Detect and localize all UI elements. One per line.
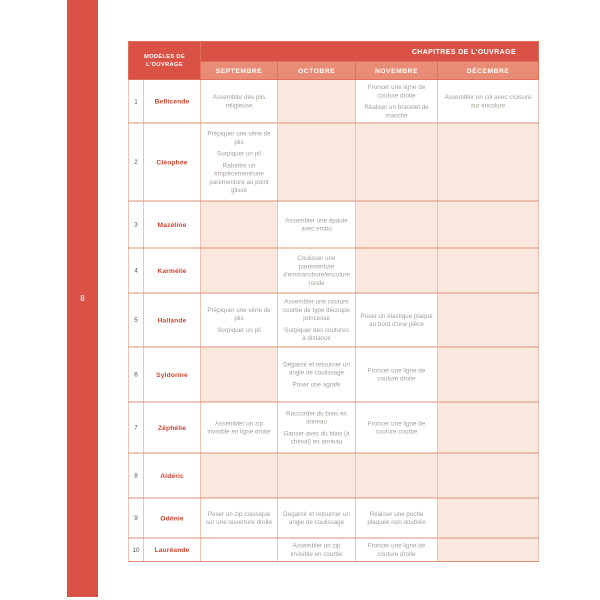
cell-octobre-row6	[278, 347, 356, 402]
cell-décembre-row10	[438, 538, 539, 562]
technique-text: Prépiquer une série de plis	[207, 130, 271, 146]
technique-text: Froncer une ligne de couture droite	[367, 83, 426, 99]
month-header-octobre: OCTOBRE	[278, 62, 356, 80]
month-header-novembre: NOVEMBRE	[356, 62, 438, 80]
month-header-septembre: SEPTEMBRE	[201, 62, 278, 80]
cell-novembre-row4	[356, 248, 438, 293]
technique-text: Assembler un zip invisible en courbe	[290, 542, 343, 558]
models-header-line2: L'OUVRAGE	[146, 61, 183, 68]
cell-novembre-row7	[356, 402, 438, 453]
table-row	[129, 123, 539, 201]
table-body	[129, 80, 539, 562]
cell-novembre-row9	[356, 498, 438, 538]
technique-text: Assembler des plis religieuse	[212, 93, 266, 109]
model-name: Karmélie	[144, 248, 201, 293]
cell-septembre-row9	[201, 498, 278, 538]
table-row	[129, 293, 539, 347]
models-header-line1: MODÈLES DE	[143, 53, 186, 60]
cell-novembre-row6	[356, 347, 438, 402]
planning-table-wrapper	[128, 41, 538, 562]
cell-décembre-row9	[438, 498, 539, 538]
technique-text: Dégarnir et retourner un angle de coulissage	[283, 360, 350, 377]
table-row	[129, 347, 539, 402]
cell-novembre-row1	[356, 80, 438, 124]
models-header	[129, 42, 201, 80]
cell-octobre-row5	[278, 293, 356, 347]
red-side-bar	[67, 0, 98, 597]
technique-text: Poser un élastique plaqué au bord d'une pièce	[360, 312, 433, 328]
planning-table	[128, 41, 539, 562]
technique-text: Prépiquer une série de plis	[207, 306, 271, 322]
cell-décembre-row3	[438, 201, 539, 248]
row-number: 2	[129, 123, 144, 201]
technique-text: Froncer une ligne de couture droite	[367, 366, 426, 382]
cell-septembre-row4	[201, 248, 278, 293]
model-name: Hallande	[144, 293, 201, 347]
row-number: 8	[129, 453, 144, 498]
model-name: Zéphélie	[144, 402, 201, 453]
model-name: Odénie	[144, 498, 201, 538]
model-name: Cléophée	[144, 123, 201, 201]
month-header-décembre: DÉCEMBRE	[438, 62, 539, 80]
cell-septembre-row3	[201, 201, 278, 248]
model-name: Syldorine	[144, 347, 201, 402]
technique-text: Assembler un zip invisible en ligne droite	[207, 419, 271, 435]
cell-octobre-row2	[278, 123, 356, 201]
row-number: 10	[129, 538, 144, 562]
cell-octobre-row8	[278, 453, 356, 498]
cell-septembre-row2	[201, 123, 278, 201]
table-row	[129, 402, 539, 453]
cell-novembre-row5	[356, 293, 438, 347]
model-name: Aldéric	[144, 453, 201, 498]
cell-septembre-row5	[201, 293, 278, 347]
technique-text: Ganser avec du biais (à cheval) en anneau	[283, 429, 350, 445]
row-number: 3	[129, 201, 144, 248]
cell-octobre-row9	[278, 498, 356, 538]
cell-novembre-row10	[356, 538, 438, 562]
table-row	[129, 498, 539, 538]
technique-text: Dégarnir et retourner un angle de coulissage	[283, 510, 350, 526]
cell-décembre-row1	[438, 80, 539, 124]
technique-text: Assembler une épaule avec embu	[285, 216, 348, 232]
technique-text: Assembler une couture courbe de type découpe princesse	[282, 298, 351, 322]
cell-décembre-row4	[438, 248, 539, 293]
row-number: 9	[129, 498, 144, 538]
row-number: 6	[129, 347, 144, 402]
technique-text: Assembler un col avec croisure sur encolure	[444, 93, 532, 109]
table-row	[129, 538, 539, 562]
cell-novembre-row8	[356, 453, 438, 498]
table-row	[129, 80, 539, 124]
row-number: 1	[129, 80, 144, 124]
cell-octobre-row7	[278, 402, 356, 453]
technique-text: Froncer une ligne de couture droite	[367, 542, 426, 558]
cell-décembre-row6	[438, 347, 539, 402]
model-name: Bellicende	[144, 80, 201, 124]
table-row	[129, 201, 539, 248]
cell-novembre-row3	[356, 201, 438, 248]
technique-text: Froncer une ligne de couture courbe	[367, 419, 426, 435]
technique-text: Poser une agrafe	[292, 380, 341, 388]
page-number: 8	[80, 294, 85, 303]
cell-octobre-row1	[278, 80, 356, 124]
cell-septembre-row8	[201, 453, 278, 498]
technique-text: Poser un zip classique sur une ouverture droite	[205, 510, 273, 526]
technique-text: Raccorder du biais en anneau	[286, 409, 347, 425]
technique-text: Surpiquer un pli	[217, 150, 261, 158]
cell-octobre-row10	[278, 538, 356, 562]
cell-septembre-row7	[201, 402, 278, 453]
model-name: Mazéline	[144, 201, 201, 248]
technique-text: Coulisser une parementure d'emmanchure/encolure ronde	[283, 254, 350, 287]
chapters-header: CHAPITRES DE L'OUVRAGE	[201, 42, 539, 62]
row-number: 5	[129, 293, 144, 347]
cell-octobre-row4	[278, 248, 356, 293]
technique-text: Surpiquer des coutures à distance	[284, 326, 349, 342]
cell-septembre-row6	[201, 347, 278, 402]
technique-text: Surpiquer un pli	[217, 326, 261, 334]
table-header	[129, 42, 539, 80]
table-row	[129, 248, 539, 293]
technique-text: Réaliser une poche plaquée non doublée	[367, 510, 426, 526]
cell-décembre-row2	[438, 123, 539, 201]
row-number: 4	[129, 248, 144, 293]
cell-novembre-row2	[356, 123, 438, 201]
cell-septembre-row10	[201, 538, 278, 562]
table-row	[129, 453, 539, 498]
row-number: 7	[129, 402, 144, 453]
cell-décembre-row7	[438, 402, 539, 453]
cell-décembre-row5	[438, 293, 539, 347]
cell-septembre-row1	[201, 80, 278, 124]
technique-text: Rabattre un empiècement/une parementure au point glissé	[209, 161, 269, 194]
model-name: Lauréande	[144, 538, 201, 562]
technique-text: Réaliser un bracelet de manche	[364, 103, 429, 119]
cell-octobre-row3	[278, 201, 356, 248]
cell-décembre-row8	[438, 453, 539, 498]
